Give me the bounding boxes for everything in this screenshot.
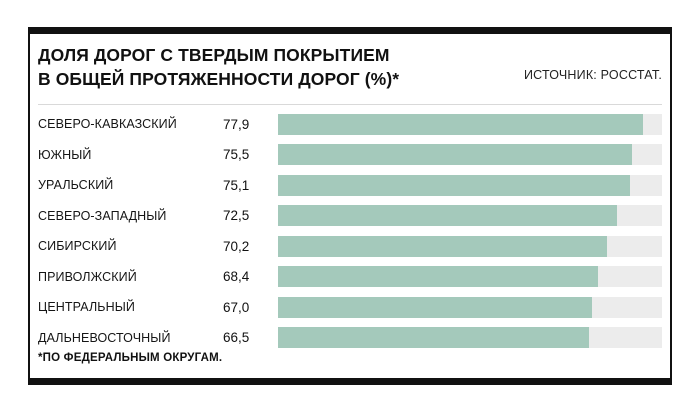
- source-label: ИСТОЧНИК: РОССТАТ.: [523, 68, 662, 82]
- category-label: ЦЕНТРАЛЬНЫЙ: [38, 300, 135, 314]
- value-label: 75,1: [223, 177, 250, 193]
- value-label: 72,5: [223, 208, 250, 223]
- chart-row: [38, 141, 662, 169]
- bar: [278, 297, 592, 318]
- category-label: СЕВЕРО-КАВКАЗСКИЙ: [38, 117, 177, 131]
- value-label: 67,0: [223, 299, 250, 315]
- value-label: 75,5: [223, 147, 250, 162]
- category-label: ДАЛЬНЕВОСТОЧНЫЙ: [38, 330, 171, 345]
- bar: [278, 266, 598, 287]
- bar-track: [278, 327, 662, 348]
- bar-track: [278, 205, 662, 226]
- bar: [278, 236, 607, 257]
- value-label: 77,9: [223, 116, 250, 132]
- bar: [278, 327, 589, 348]
- page-title-line-2: В ОБЩЕЙ ПРОТЯЖЕННОСТИ ДОРОГ (%)*: [38, 68, 400, 89]
- bar-track: [278, 114, 662, 135]
- value-label: 66,5: [223, 330, 250, 345]
- header-divider: [38, 104, 662, 105]
- category-label: СИБИРСКИЙ: [38, 239, 117, 253]
- footnote: *ПО ФЕДЕРАЛЬНЫМ ОКРУГАМ.: [38, 352, 223, 364]
- bar-track: [278, 236, 662, 257]
- chart-row: [38, 202, 662, 230]
- page-title: [38, 44, 399, 91]
- category-label: СЕВЕРО-ЗАПАДНЫЙ: [38, 208, 167, 223]
- chart-row: [38, 171, 662, 199]
- page-title-line-1: ДОЛЯ ДОРОГ С ТВЕРДЫМ ПОКРЫТИЕМ: [38, 45, 390, 65]
- bar-track: [278, 297, 662, 318]
- chart-row: [38, 293, 662, 321]
- bar-track: [278, 175, 662, 196]
- header: [38, 44, 662, 91]
- value-label: 68,4: [223, 269, 250, 284]
- value-label: 70,2: [223, 238, 250, 254]
- chart-row: [38, 232, 662, 260]
- bar: [278, 205, 617, 226]
- bar-track: [278, 144, 662, 165]
- bar: [278, 144, 632, 165]
- bar: [278, 114, 643, 135]
- chart-row: [38, 110, 662, 138]
- chart-row: [38, 324, 662, 352]
- category-label: УРАЛЬСКИЙ: [38, 178, 114, 192]
- category-label: ПРИВОЛЖСКИЙ: [38, 269, 137, 284]
- bar-chart: [38, 110, 662, 354]
- bar: [278, 175, 630, 196]
- bar-track: [278, 266, 662, 287]
- category-label: ЮЖНЫЙ: [38, 147, 92, 162]
- chart-row: [38, 263, 662, 291]
